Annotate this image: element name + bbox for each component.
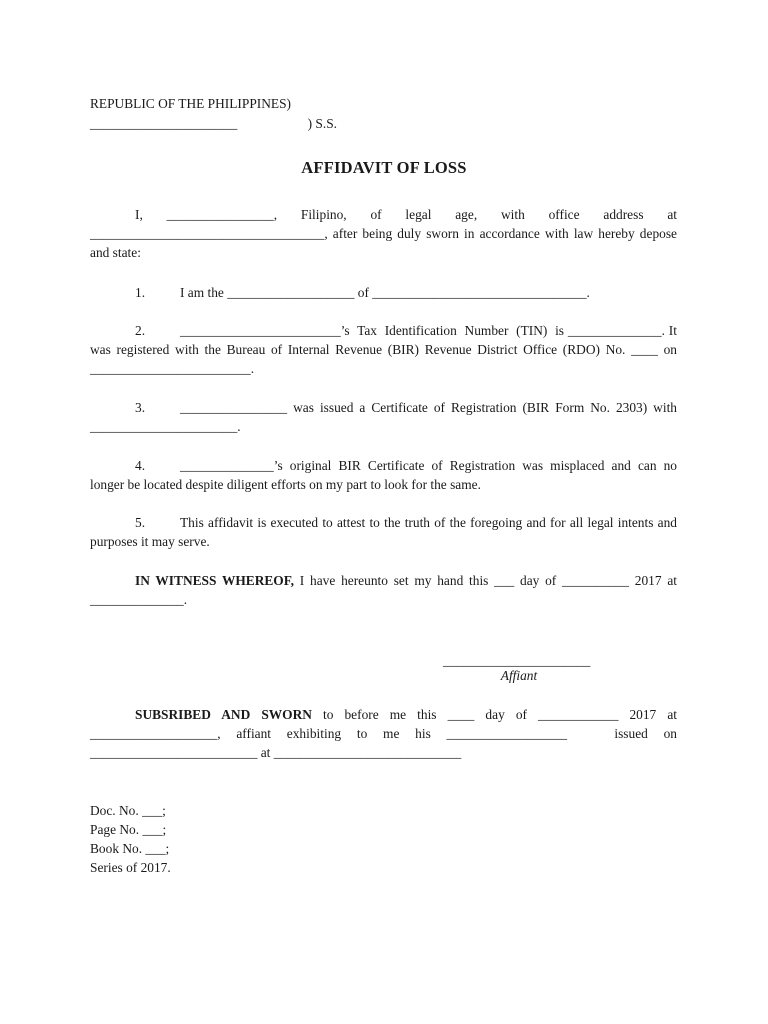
item-number: 1.	[135, 285, 146, 300]
document-title: AFFIDAVIT OF LOSS	[301, 158, 467, 177]
venue-block	[90, 94, 690, 134]
item-number: 2.	[135, 323, 146, 338]
list-item	[90, 513, 681, 551]
item-text: ______________’s original BIR Certificate of Registration was misplaced and can no longer be located despite diligent efforts on my part to look for the same.	[90, 458, 681, 492]
item-number: 4.	[135, 458, 146, 473]
item-number: 5.	[135, 515, 146, 530]
venue-line-ss: ______________________ ) S.S.	[90, 116, 337, 131]
item-text: ________________________’s Tax Identification Number (TIN) is ______________. It was registered with the Bureau of Internal Revenue (BIR) Revenue District Office (RDO) No. ____ on ________________________.	[90, 323, 681, 376]
item-text: This affidavit is executed to attest to the truth of the foregoing and for all legal intents and purposes it may serve.	[90, 515, 681, 549]
jurat-heading: SUBSRIBED AND SWORN	[135, 707, 312, 722]
affiant-caption: Affiant	[500, 668, 538, 683]
venue-line-republic: REPUBLIC OF THE PHILIPPINES)	[90, 96, 292, 111]
witness-heading: IN WITNESS WHEREOF,	[135, 573, 295, 588]
page-number: Page No. ___;	[90, 822, 167, 837]
intro-text: I, ________________, Filipino, of legal age, with office address at ___________________________________, after being duly sworn in accordance with law hereby depose and state:	[90, 207, 681, 260]
list-item	[90, 283, 677, 302]
list-item	[90, 398, 681, 436]
item-number: 3.	[135, 400, 146, 415]
series-year: Series of 2017.	[90, 860, 171, 875]
item-text: I am the ___________________ of ________________________________.	[180, 285, 590, 300]
list-item	[90, 321, 681, 378]
book-number: Book No. ___;	[90, 841, 170, 856]
witness-paragraph	[90, 571, 681, 609]
list-item	[90, 456, 681, 494]
intro-paragraph	[90, 205, 681, 262]
doc-number: Doc. No. ___;	[90, 803, 166, 818]
witness-text: I have hereunto set my hand this ___ day of __________ 2017 at ______________.	[90, 573, 681, 607]
jurat-text: to before me this ____ day of ____________ 2017 at ___________________, affiant exhibiting to me his __________________ issued on _________________________ at ____________________________	[90, 707, 681, 760]
jurat-paragraph	[90, 705, 681, 762]
signature-line: ______________________	[443, 653, 591, 668]
item-text: ________________ was issued a Certificate of Registration (BIR Form No. 2303) with ______________________.	[90, 400, 681, 434]
notarial-register-block	[90, 801, 171, 877]
